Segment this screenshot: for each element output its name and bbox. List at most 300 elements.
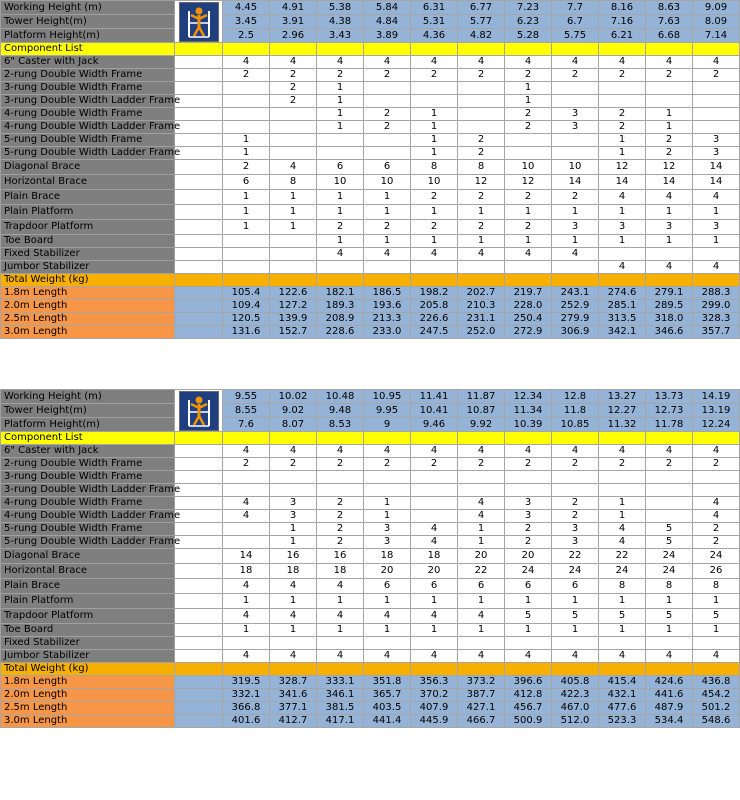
value-cell: 4 bbox=[317, 609, 364, 624]
band-cell bbox=[270, 663, 317, 676]
spacer-cell bbox=[175, 637, 223, 650]
band-cell bbox=[693, 663, 740, 676]
value-cell: 6 bbox=[364, 160, 411, 175]
value-cell: 18 bbox=[223, 564, 270, 579]
value-cell bbox=[364, 471, 411, 484]
value-cell: 3 bbox=[505, 510, 552, 523]
value-cell: 7.23 bbox=[505, 1, 552, 15]
value-cell bbox=[646, 471, 693, 484]
value-cell: 3 bbox=[693, 134, 740, 147]
value-cell: 1 bbox=[458, 523, 505, 536]
value-cell: 4 bbox=[317, 248, 364, 261]
value-cell: 401.6 bbox=[223, 715, 270, 728]
component-row bbox=[1, 220, 740, 235]
value-cell bbox=[270, 147, 317, 160]
value-cell: 1 bbox=[505, 594, 552, 609]
value-cell bbox=[646, 484, 693, 497]
total-weight-header bbox=[1, 663, 740, 676]
value-cell: 4 bbox=[223, 609, 270, 624]
value-cell: 12 bbox=[599, 160, 646, 175]
value-cell: 1 bbox=[364, 624, 411, 637]
value-cell: 202.7 bbox=[458, 287, 505, 300]
value-cell: 1 bbox=[646, 121, 693, 134]
value-cell bbox=[270, 484, 317, 497]
value-cell: 2 bbox=[693, 523, 740, 536]
component-row bbox=[1, 536, 740, 549]
value-cell bbox=[693, 82, 740, 95]
band-cell bbox=[505, 663, 552, 676]
row-label: 4-rung Double Width Frame bbox=[1, 108, 175, 121]
value-cell bbox=[552, 134, 599, 147]
value-cell: 4 bbox=[646, 56, 693, 69]
value-cell: 3.91 bbox=[270, 15, 317, 29]
value-cell: 1 bbox=[364, 497, 411, 510]
header-row bbox=[1, 390, 740, 404]
value-cell: 6 bbox=[458, 579, 505, 594]
value-cell: 2 bbox=[458, 458, 505, 471]
value-cell: 1 bbox=[317, 95, 364, 108]
value-cell: 1 bbox=[505, 235, 552, 248]
band-cell bbox=[175, 432, 223, 445]
component-row bbox=[1, 594, 740, 609]
band-cell bbox=[693, 432, 740, 445]
value-cell: 4 bbox=[599, 261, 646, 274]
value-cell: 243.1 bbox=[552, 287, 599, 300]
value-cell: 20 bbox=[364, 564, 411, 579]
spacer-cell bbox=[175, 689, 223, 702]
value-cell: 4 bbox=[646, 445, 693, 458]
row-label: 5-rung Double Width Frame bbox=[1, 523, 175, 536]
value-cell: 2 bbox=[458, 134, 505, 147]
value-cell: 4 bbox=[599, 523, 646, 536]
value-cell: 2 bbox=[599, 121, 646, 134]
band-cell bbox=[175, 43, 223, 56]
row-label: Toe Board bbox=[1, 624, 175, 637]
value-cell bbox=[599, 484, 646, 497]
value-cell: 2 bbox=[646, 134, 693, 147]
value-cell: 18 bbox=[317, 564, 364, 579]
value-cell: 5.77 bbox=[458, 15, 505, 29]
band-cell bbox=[458, 274, 505, 287]
value-cell: 7.6 bbox=[223, 418, 270, 432]
value-cell: 4 bbox=[599, 650, 646, 663]
weight-row bbox=[1, 300, 740, 313]
value-cell: 13.73 bbox=[646, 390, 693, 404]
value-cell: 120.5 bbox=[223, 313, 270, 326]
value-cell: 328.3 bbox=[693, 313, 740, 326]
band-cell bbox=[411, 274, 458, 287]
value-cell bbox=[458, 108, 505, 121]
value-cell: 4.38 bbox=[317, 15, 364, 29]
value-cell bbox=[270, 637, 317, 650]
value-cell: 373.2 bbox=[458, 676, 505, 689]
value-cell: 432.1 bbox=[599, 689, 646, 702]
value-cell: 14 bbox=[599, 175, 646, 190]
value-cell bbox=[364, 134, 411, 147]
value-cell bbox=[505, 484, 552, 497]
value-cell bbox=[223, 108, 270, 121]
band-cell bbox=[458, 43, 505, 56]
value-cell: 299.0 bbox=[693, 300, 740, 313]
value-cell: 2 bbox=[270, 95, 317, 108]
component-list-header bbox=[1, 432, 740, 445]
value-cell: 131.6 bbox=[223, 326, 270, 339]
row-label: Horizontal Brace bbox=[1, 564, 175, 579]
value-cell bbox=[505, 134, 552, 147]
band-cell bbox=[458, 432, 505, 445]
row-label: 3-rung Double Width Ladder Frame bbox=[1, 95, 175, 108]
value-cell: 7.63 bbox=[646, 15, 693, 29]
weight-row bbox=[1, 702, 740, 715]
value-cell: 105.4 bbox=[223, 287, 270, 300]
value-cell: 11.78 bbox=[646, 418, 693, 432]
value-cell bbox=[223, 261, 270, 274]
value-cell bbox=[646, 95, 693, 108]
value-cell: 377.1 bbox=[270, 702, 317, 715]
section-label: Component List bbox=[1, 432, 175, 445]
value-cell: 9.48 bbox=[317, 404, 364, 418]
value-cell: 3.89 bbox=[364, 29, 411, 43]
value-cell: 1 bbox=[599, 510, 646, 523]
spacer-cell bbox=[175, 220, 223, 235]
band-cell bbox=[646, 663, 693, 676]
value-cell: 4 bbox=[364, 445, 411, 458]
value-cell: 415.4 bbox=[599, 676, 646, 689]
value-cell: 2 bbox=[458, 190, 505, 205]
value-cell: 466.7 bbox=[458, 715, 505, 728]
value-cell: 1 bbox=[270, 536, 317, 549]
value-cell bbox=[317, 484, 364, 497]
total-weight-header bbox=[1, 274, 740, 287]
value-cell: 226.6 bbox=[411, 313, 458, 326]
value-cell: 1 bbox=[552, 235, 599, 248]
value-cell: 252.9 bbox=[552, 300, 599, 313]
value-cell: 407.9 bbox=[411, 702, 458, 715]
value-cell: 1 bbox=[317, 82, 364, 95]
header-row bbox=[1, 418, 740, 432]
value-cell: 1 bbox=[317, 235, 364, 248]
value-cell: 4 bbox=[317, 445, 364, 458]
value-cell: 1 bbox=[458, 536, 505, 549]
spacer-cell bbox=[175, 536, 223, 549]
value-cell: 424.6 bbox=[646, 676, 693, 689]
band-cell bbox=[175, 274, 223, 287]
value-cell: 7.7 bbox=[552, 1, 599, 15]
value-cell: 351.8 bbox=[364, 676, 411, 689]
value-cell: 346.6 bbox=[646, 326, 693, 339]
component-row bbox=[1, 190, 740, 205]
band-cell bbox=[552, 274, 599, 287]
value-cell: 1 bbox=[364, 190, 411, 205]
value-cell: 4 bbox=[693, 650, 740, 663]
band-cell bbox=[646, 432, 693, 445]
value-cell: 2 bbox=[552, 510, 599, 523]
spacer-cell bbox=[175, 579, 223, 594]
component-row bbox=[1, 147, 740, 160]
value-cell: 10 bbox=[411, 175, 458, 190]
value-cell: 2 bbox=[693, 69, 740, 82]
value-cell: 18 bbox=[364, 549, 411, 564]
value-cell bbox=[505, 637, 552, 650]
value-cell: 4 bbox=[317, 579, 364, 594]
value-cell: 2 bbox=[505, 220, 552, 235]
value-cell: 4 bbox=[458, 510, 505, 523]
value-cell: 8.63 bbox=[646, 1, 693, 15]
value-cell: 3 bbox=[693, 147, 740, 160]
value-cell: 2 bbox=[270, 458, 317, 471]
weight-row bbox=[1, 287, 740, 300]
value-cell: 2 bbox=[599, 108, 646, 121]
component-row bbox=[1, 445, 740, 458]
tower-spec-table-1 bbox=[0, 0, 731, 339]
value-cell bbox=[223, 95, 270, 108]
row-label: Working Height (m) bbox=[1, 1, 175, 15]
value-cell: 205.8 bbox=[411, 300, 458, 313]
value-cell: 8 bbox=[270, 175, 317, 190]
value-cell: 4 bbox=[223, 445, 270, 458]
value-cell bbox=[364, 95, 411, 108]
value-cell: 2 bbox=[552, 497, 599, 510]
spacer-cell bbox=[175, 484, 223, 497]
value-cell: 2 bbox=[317, 220, 364, 235]
row-label: Fixed Stabilizer bbox=[1, 248, 175, 261]
value-cell: 370.2 bbox=[411, 689, 458, 702]
value-cell: 4 bbox=[599, 56, 646, 69]
row-label: 2.5m Length bbox=[1, 702, 175, 715]
value-cell: 4 bbox=[552, 650, 599, 663]
component-row bbox=[1, 564, 740, 579]
value-cell: 12 bbox=[505, 175, 552, 190]
spacer-cell bbox=[175, 205, 223, 220]
value-cell: 3 bbox=[599, 220, 646, 235]
value-cell bbox=[646, 82, 693, 95]
row-label: Diagonal Brace bbox=[1, 549, 175, 564]
band-cell bbox=[599, 43, 646, 56]
row-label: Diagonal Brace bbox=[1, 160, 175, 175]
row-label: 2.0m Length bbox=[1, 689, 175, 702]
value-cell: 4 bbox=[505, 248, 552, 261]
value-cell bbox=[693, 108, 740, 121]
value-cell: 1 bbox=[223, 147, 270, 160]
value-cell: 4 bbox=[223, 510, 270, 523]
value-cell: 2 bbox=[364, 121, 411, 134]
row-label: Plain Platform bbox=[1, 205, 175, 220]
value-cell: 1 bbox=[599, 147, 646, 160]
value-cell bbox=[552, 261, 599, 274]
value-cell: 3 bbox=[552, 536, 599, 549]
band-cell bbox=[505, 432, 552, 445]
row-label: 5-rung Double Width Ladder Frame bbox=[1, 536, 175, 549]
value-cell: 26 bbox=[693, 564, 740, 579]
component-row bbox=[1, 624, 740, 637]
scaffold-tower-climber-icon bbox=[179, 2, 219, 42]
value-cell bbox=[411, 510, 458, 523]
value-cell: 14.19 bbox=[693, 390, 740, 404]
value-cell bbox=[223, 536, 270, 549]
value-cell: 11.8 bbox=[552, 404, 599, 418]
value-cell bbox=[458, 471, 505, 484]
value-cell: 127.2 bbox=[270, 300, 317, 313]
band-cell bbox=[552, 663, 599, 676]
value-cell: 1 bbox=[411, 147, 458, 160]
value-cell bbox=[411, 637, 458, 650]
band-cell bbox=[646, 43, 693, 56]
value-cell: 2 bbox=[505, 121, 552, 134]
value-cell: 4 bbox=[693, 510, 740, 523]
value-cell: 4 bbox=[317, 650, 364, 663]
row-label: 3.0m Length bbox=[1, 326, 175, 339]
value-cell: 8.55 bbox=[223, 404, 270, 418]
value-cell: 1 bbox=[552, 205, 599, 220]
value-cell bbox=[693, 471, 740, 484]
value-cell: 1 bbox=[599, 134, 646, 147]
value-cell: 4 bbox=[693, 56, 740, 69]
spacer-cell bbox=[175, 715, 223, 728]
spacer-cell bbox=[175, 121, 223, 134]
value-cell: 4 bbox=[270, 445, 317, 458]
row-label: Platform Height(m) bbox=[1, 29, 175, 43]
value-cell: 4 bbox=[317, 56, 364, 69]
row-label: 3.0m Length bbox=[1, 715, 175, 728]
value-cell: 4 bbox=[411, 650, 458, 663]
band-cell bbox=[458, 663, 505, 676]
value-cell: 412.7 bbox=[270, 715, 317, 728]
component-row bbox=[1, 458, 740, 471]
value-cell: 3 bbox=[552, 108, 599, 121]
value-cell: 487.9 bbox=[646, 702, 693, 715]
value-cell: 9.55 bbox=[223, 390, 270, 404]
value-cell: 208.9 bbox=[317, 313, 364, 326]
value-cell: 2 bbox=[317, 523, 364, 536]
value-cell: 4 bbox=[693, 190, 740, 205]
value-cell: 1 bbox=[411, 108, 458, 121]
value-cell: 8 bbox=[458, 160, 505, 175]
value-cell: 4 bbox=[223, 579, 270, 594]
value-cell: 441.6 bbox=[646, 689, 693, 702]
value-cell: 356.3 bbox=[411, 676, 458, 689]
value-cell: 1 bbox=[317, 108, 364, 121]
value-cell: 10 bbox=[364, 175, 411, 190]
value-cell: 5 bbox=[646, 609, 693, 624]
value-cell: 1 bbox=[693, 624, 740, 637]
value-cell: 22 bbox=[458, 564, 505, 579]
value-cell: 1 bbox=[223, 205, 270, 220]
value-cell: 1 bbox=[458, 594, 505, 609]
component-row bbox=[1, 248, 740, 261]
value-cell: 233.0 bbox=[364, 326, 411, 339]
band-cell bbox=[270, 432, 317, 445]
value-cell: 22 bbox=[599, 549, 646, 564]
value-cell: 2 bbox=[411, 458, 458, 471]
value-cell: 20 bbox=[458, 549, 505, 564]
value-cell bbox=[646, 497, 693, 510]
value-cell: 5.38 bbox=[317, 1, 364, 15]
value-cell: 436.8 bbox=[693, 676, 740, 689]
value-cell: 4 bbox=[693, 445, 740, 458]
value-cell bbox=[317, 134, 364, 147]
band-cell bbox=[317, 274, 364, 287]
value-cell: 1 bbox=[505, 95, 552, 108]
value-cell bbox=[411, 95, 458, 108]
value-cell: 2 bbox=[270, 82, 317, 95]
band-cell bbox=[411, 432, 458, 445]
value-cell: 1 bbox=[458, 624, 505, 637]
row-label: Jumbor Stabilizer bbox=[1, 261, 175, 274]
value-cell: 1 bbox=[646, 108, 693, 121]
value-cell bbox=[317, 471, 364, 484]
value-cell: 6 bbox=[364, 579, 411, 594]
value-cell: 318.0 bbox=[646, 313, 693, 326]
value-cell: 11.34 bbox=[505, 404, 552, 418]
band-cell bbox=[364, 432, 411, 445]
value-cell: 4.45 bbox=[223, 1, 270, 15]
value-cell: 1 bbox=[646, 594, 693, 609]
row-label: Fixed Stabilizer bbox=[1, 637, 175, 650]
value-cell: 1 bbox=[599, 624, 646, 637]
value-cell: 319.5 bbox=[223, 676, 270, 689]
value-cell: 456.7 bbox=[505, 702, 552, 715]
value-cell: 2 bbox=[552, 190, 599, 205]
value-cell: 1 bbox=[364, 594, 411, 609]
value-cell: 10.87 bbox=[458, 404, 505, 418]
value-cell: 4.36 bbox=[411, 29, 458, 43]
scaffold-tower-climber-icon bbox=[179, 391, 219, 431]
value-cell: 247.5 bbox=[411, 326, 458, 339]
value-cell: 12 bbox=[458, 175, 505, 190]
value-cell: 5.31 bbox=[411, 15, 458, 29]
row-label: 4-rung Double Width Ladder Frame bbox=[1, 121, 175, 134]
header-row bbox=[1, 1, 740, 15]
value-cell bbox=[223, 121, 270, 134]
value-cell: 1 bbox=[693, 235, 740, 248]
value-cell: 5.84 bbox=[364, 1, 411, 15]
component-row bbox=[1, 121, 740, 134]
value-cell: 1 bbox=[270, 594, 317, 609]
band-cell bbox=[223, 663, 270, 676]
value-cell: 228.6 bbox=[317, 326, 364, 339]
row-label: 1.8m Length bbox=[1, 287, 175, 300]
value-cell: 2 bbox=[317, 510, 364, 523]
row-label: Horizontal Brace bbox=[1, 175, 175, 190]
spacer-cell bbox=[175, 313, 223, 326]
value-cell bbox=[270, 248, 317, 261]
value-cell bbox=[458, 82, 505, 95]
section-label: Total Weight (kg) bbox=[1, 663, 175, 676]
value-cell: 10 bbox=[552, 160, 599, 175]
value-cell bbox=[317, 261, 364, 274]
value-cell bbox=[223, 248, 270, 261]
value-cell: 10.02 bbox=[270, 390, 317, 404]
band-cell bbox=[175, 663, 223, 676]
value-cell: 346.1 bbox=[317, 689, 364, 702]
value-cell: 381.5 bbox=[317, 702, 364, 715]
value-cell: 6.23 bbox=[505, 15, 552, 29]
spacer-cell bbox=[175, 564, 223, 579]
value-cell: 7.16 bbox=[599, 15, 646, 29]
value-cell: 5 bbox=[505, 609, 552, 624]
value-cell bbox=[223, 82, 270, 95]
value-cell: 2 bbox=[505, 108, 552, 121]
value-cell: 8 bbox=[411, 160, 458, 175]
value-cell bbox=[552, 147, 599, 160]
value-cell: 4 bbox=[364, 56, 411, 69]
value-cell: 313.5 bbox=[599, 313, 646, 326]
value-cell: 4 bbox=[270, 609, 317, 624]
value-cell: 11.87 bbox=[458, 390, 505, 404]
spacer-cell bbox=[175, 594, 223, 609]
value-cell: 24 bbox=[552, 564, 599, 579]
value-cell: 2 bbox=[599, 458, 646, 471]
